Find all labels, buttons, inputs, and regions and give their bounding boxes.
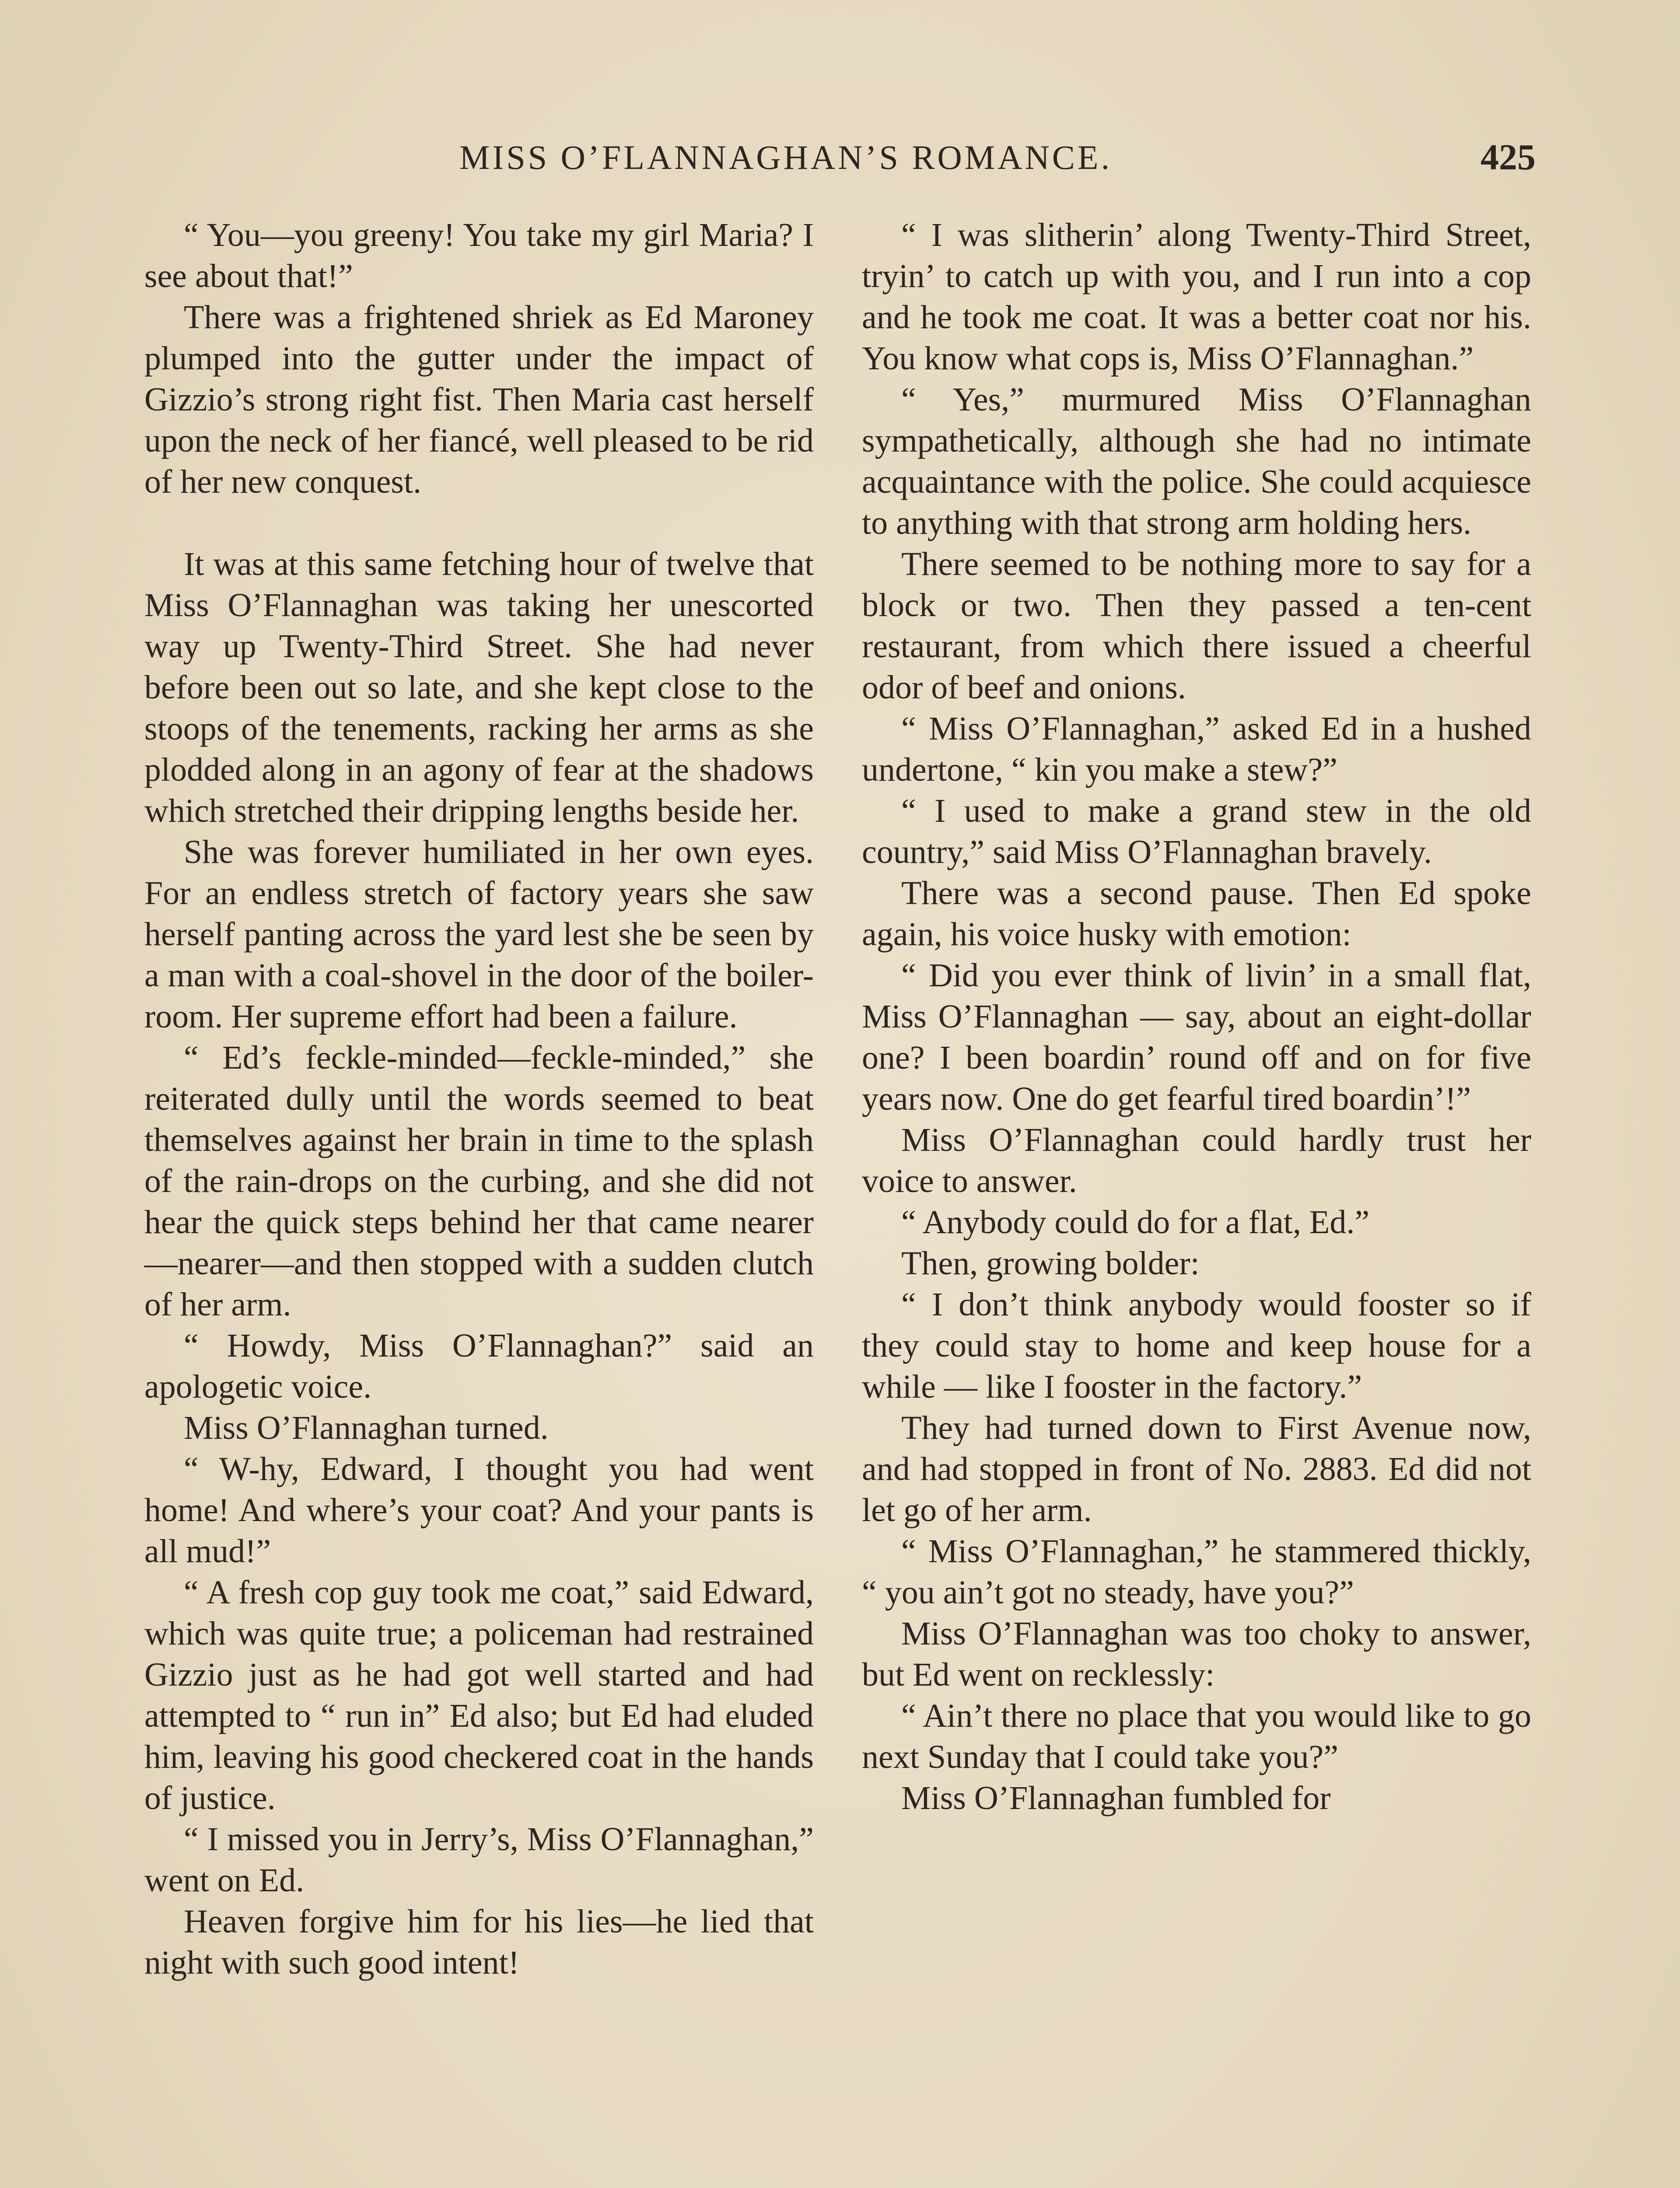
paragraph: “ Miss O’Flannaghan,” he stammered thickly, “ you ain’t got no steady, have you?” <box>862 1533 1531 1611</box>
page-header <box>144 131 1536 184</box>
paragraph: “ You—you greeny! You take my girl Maria? I see about that!” <box>144 217 814 295</box>
paragraph: She was forever humiliated in her own eyes. For an endless stretch of factory years she saw herself panting across the yard lest she be seen by a man with a coal-shovel in the door of the boiler-room. Her supreme effort had been a failure. <box>144 834 814 1035</box>
left-column <box>144 214 814 1983</box>
paragraph: Then, growing bolder: <box>901 1245 1200 1282</box>
paragraph: “ Howdy, Miss O’Flannaghan?” said an apologetic voice. <box>144 1327 814 1405</box>
paragraph: “ I missed you in Jerry’s, Miss O’Flannaghan,” went on Ed. <box>144 1821 814 1899</box>
paragraph: There was a frightened shriek as Ed Maroney plumped into the gutter under the impact of Gizzio’s strong right fist. Then Maria cast herself upon the neck of her fiancé, well pleased to be rid of her new conquest. <box>144 299 814 500</box>
paragraph: They had turned down to First Avenue now, and had stopped in front of No. 2883. Ed did not let go of her arm. <box>862 1410 1531 1529</box>
paragraph: “ Did you ever think of livin’ in a small flat, Miss O’Flannaghan — say, about an eight-dollar one? I been boardin’ round off and on for five years now. One do get fearful tired boardin’!” <box>862 957 1531 1117</box>
paragraph: Miss O’Flannaghan fumbled for <box>901 1780 1331 1816</box>
page-number: 425 <box>1480 137 1536 178</box>
paragraph: “ W-hy, Edward, I thought you had went home! And where’s your coat? And your pants is all mud!” <box>144 1451 814 1570</box>
paragraph: “ Ain’t there no place that you would like to go next Sunday that I could take you?” <box>862 1697 1531 1775</box>
paragraph: Heaven forgive him for his lies—he lied that night with such good intent! <box>144 1903 814 1981</box>
paragraph: There seemed to be nothing more to say for a block or two. Then they passed a ten-cent restaurant, from which there issued a cheerful odor of beef and onions. <box>862 546 1531 706</box>
paragraph: “ I was slitherin’ along Twenty-Third Street, tryin’ to catch up with you, and I run into a cop and he took me coat. It was a better coat nor his. You know what cops is, Miss O’Flannaghan.” <box>862 217 1531 377</box>
paragraph: “ A fresh cop guy took me coat,” said Edward, which was quite true; a policeman had restrained Gizzio just as he had got well started and had attempted to “ run in” Ed also; but Ed had eluded him, leaving his good checkered coat in the hands of justice. <box>144 1574 814 1816</box>
paragraph: It was at this same fetching hour of twelve that Miss O’Flannaghan was taking her unescorted way up Twenty-Third Street. She had never before been out so late, and she kept close to the stoops of the tenements, racking her arms as she plodded along in an agony of fear at the shadows which stretched their dripping lengths beside her. <box>144 546 814 829</box>
paragraph: “ I used to make a grand stew in the old country,” said Miss O’Flannaghan bravely. <box>862 792 1531 870</box>
running-title: MISS O’FLANNAGHAN’S ROMANCE. <box>459 138 1112 176</box>
paragraph: Miss O’Flannaghan turned. <box>184 1410 549 1446</box>
paragraph: “ I don’t think anybody would fooster so if they could stay to home and keep house for a while — like I fooster in the factory.” <box>862 1286 1531 1405</box>
paragraph: “ Miss O’Flannaghan,” asked Ed in a hushed undertone, “ kin you make a stew?” <box>862 710 1531 788</box>
paragraph: “ Ed’s feckle-minded—feckle-minded,” she reiterated dully until the words seemed to beat themselves against her brain in time to the splash of the rain-drops on the curbing, and she did not hear the quick steps behind her that came nearer—nearer—and then stopped with a sudden clutch of her arm. <box>144 1039 814 1323</box>
paragraph: “ Anybody could do for a flat, Ed.” <box>901 1204 1370 1241</box>
paragraph: There was a second pause. Then Ed spoke again, his voice husky with emotion: <box>862 875 1531 953</box>
right-column <box>862 214 1531 1819</box>
paragraph: “ Yes,” murmured Miss O’Flannaghan sympathetically, although she had no intimate acquaintance with the police. She could acquiesce to anything with that strong arm holding hers. <box>862 381 1531 541</box>
paragraph: Miss O’Flannaghan was too choky to answer, but Ed went on recklessly: <box>862 1615 1531 1693</box>
paragraph: Miss O’Flannaghan could hardly trust her voice to answer. <box>862 1122 1531 1199</box>
